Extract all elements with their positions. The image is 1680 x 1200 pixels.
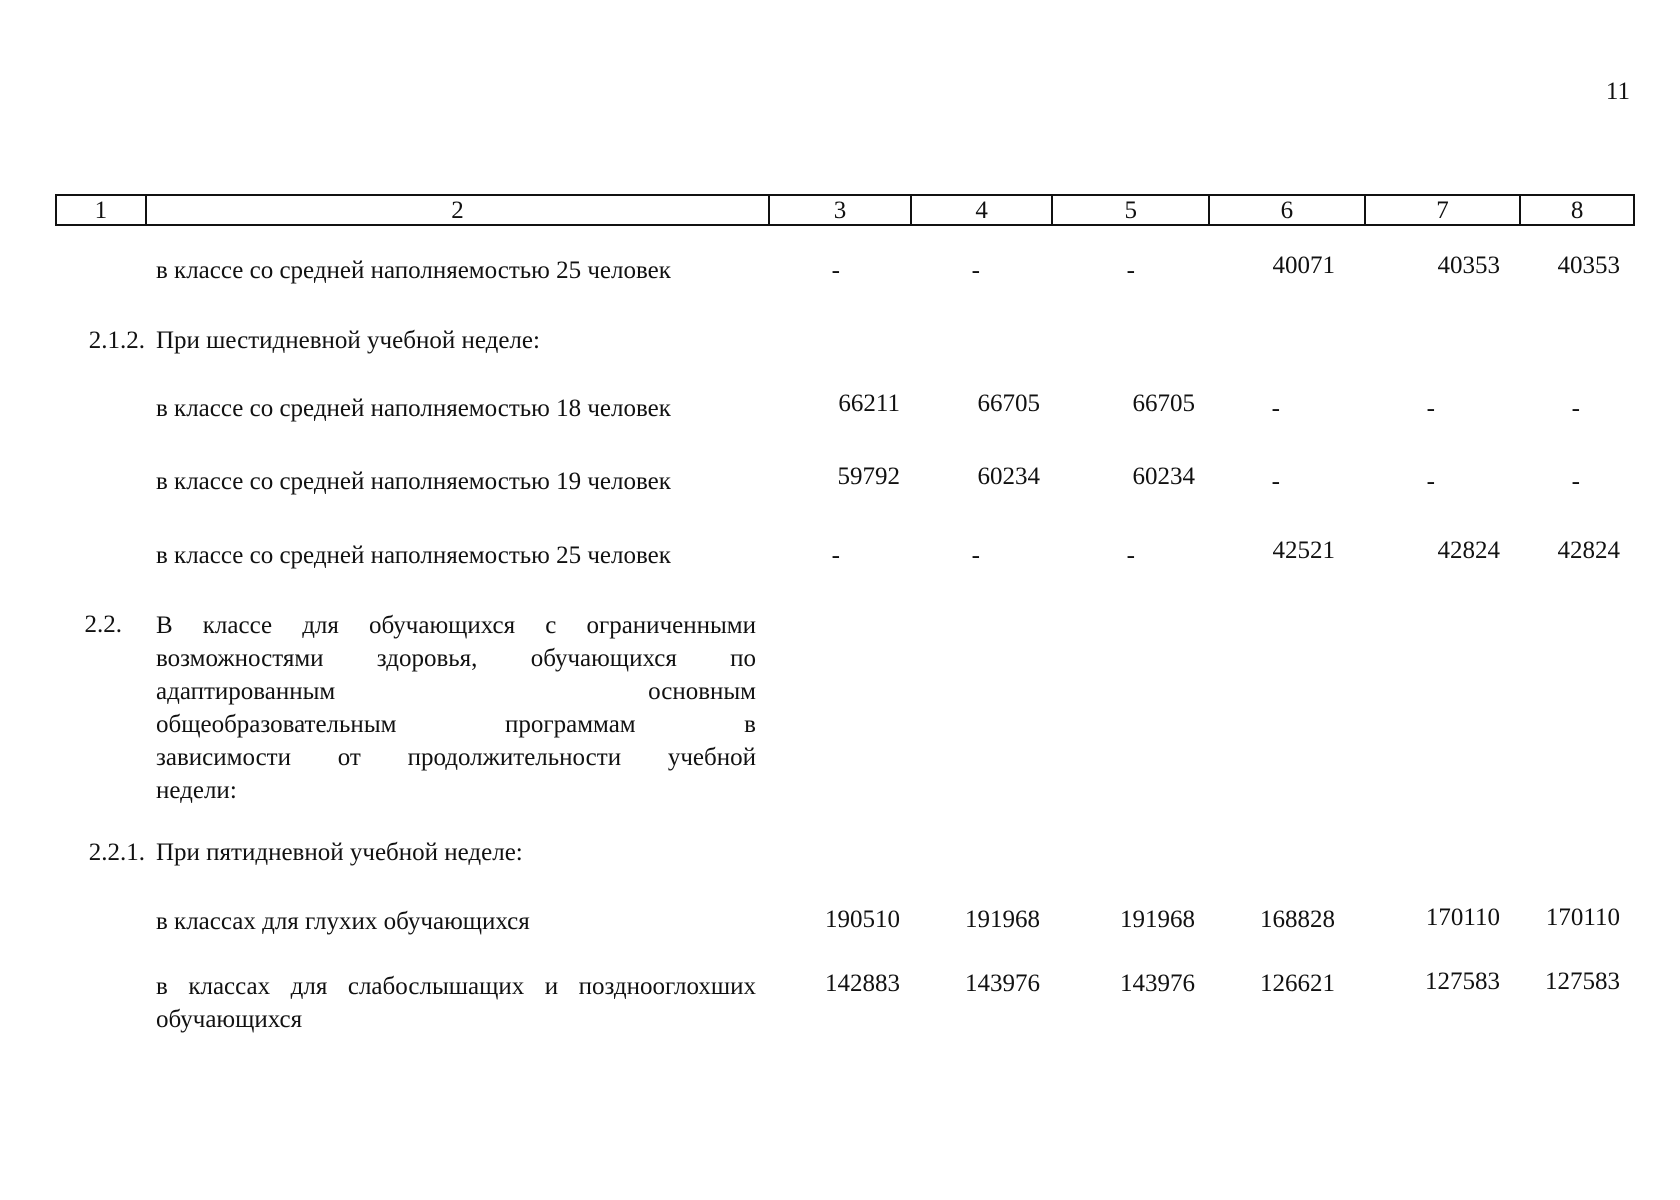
header-cell-2: 2 [147,196,770,224]
cell-col-7: 40353 [1437,252,1500,279]
cell-col-8: 127583 [1545,968,1620,995]
column-number-header [55,194,1635,226]
cell-col-6: 126621 [1260,970,1335,997]
header-cell-7: 7 [1366,196,1522,224]
cell-col-3: 190510 [825,906,900,933]
row-label: в классе со средней наполняемостью 19 человек [156,468,671,495]
header-cell-4: 4 [912,196,1054,224]
cell-col-4: 191968 [965,906,1040,933]
cell-col-5: - [1126,542,1135,569]
cell-col-6: 168828 [1260,906,1335,933]
cell-col-3: - [831,542,840,569]
cell-col-5: - [1126,257,1135,284]
cell-col-3: 59792 [837,463,900,490]
page-number: 11 [1605,78,1630,105]
cell-col-7: - [1426,395,1435,422]
cell-col-3: - [831,257,840,284]
section-number: 2.1.2. [88,327,145,354]
row-label: в классе со средней наполняемостью 25 человек [156,257,671,284]
cell-col-7: 42824 [1437,537,1500,564]
cell-col-8: 170110 [1545,904,1620,931]
section-title-line: общеобразовательным программам в [156,711,756,738]
cell-col-4: 143976 [965,970,1040,997]
cell-col-3: 66211 [838,390,900,417]
section-title: При шестидневной учебной неделе: [156,327,540,354]
section-title-line: недели: [156,777,237,804]
cell-col-3: 142883 [825,970,900,997]
cell-col-4: 60234 [977,463,1040,490]
section-number: 2.2. [84,611,122,638]
cell-col-6: - [1271,468,1280,495]
header-cell-1: 1 [57,196,147,224]
section-title-line: В классе для обучающихся с ограниченными [156,612,756,639]
cell-col-7: 127583 [1425,968,1500,995]
cell-col-5: 143976 [1120,970,1195,997]
cell-col-4: - [971,542,980,569]
header-cell-6: 6 [1210,196,1366,224]
section-title: При пятидневной учебной неделе: [156,839,523,866]
cell-col-4: 66705 [977,390,1040,417]
header-cell-5: 5 [1053,196,1210,224]
row-label: в классе со средней наполняемостью 18 человек [156,395,671,422]
section-number: 2.2.1. [88,839,145,866]
row-label [156,970,756,1036]
cell-col-7: - [1426,468,1435,495]
section-title [156,609,756,807]
cell-col-7: 170110 [1425,904,1500,931]
section-title-line: возможностями здоровья, обучающихся по [156,645,756,672]
cell-col-6: 40071 [1272,252,1335,279]
row-label-line: в классах для слабослышащих и позднооглохших [156,973,756,1000]
header-cell-3: 3 [770,196,912,224]
cell-col-6: 42521 [1272,537,1335,564]
cell-col-8: 40353 [1557,252,1620,279]
cell-col-5: 60234 [1132,463,1195,490]
cell-col-8: 42824 [1557,537,1620,564]
section-title-line: зависимости от продолжительности учебной [156,744,756,771]
cell-col-6: - [1271,395,1280,422]
cell-col-5: 66705 [1132,390,1195,417]
cell-col-8: - [1571,395,1580,422]
row-label: в классах для глухих обучающихся [156,908,530,935]
row-label-line: обучающихся [156,1006,303,1033]
cell-col-4: - [971,257,980,284]
section-title-line: адаптированным основным [156,678,756,705]
cell-col-8: - [1571,468,1580,495]
cell-col-5: 191968 [1120,906,1195,933]
row-label: в классе со средней наполняемостью 25 человек [156,542,671,569]
header-cell-8: 8 [1570,196,1584,224]
